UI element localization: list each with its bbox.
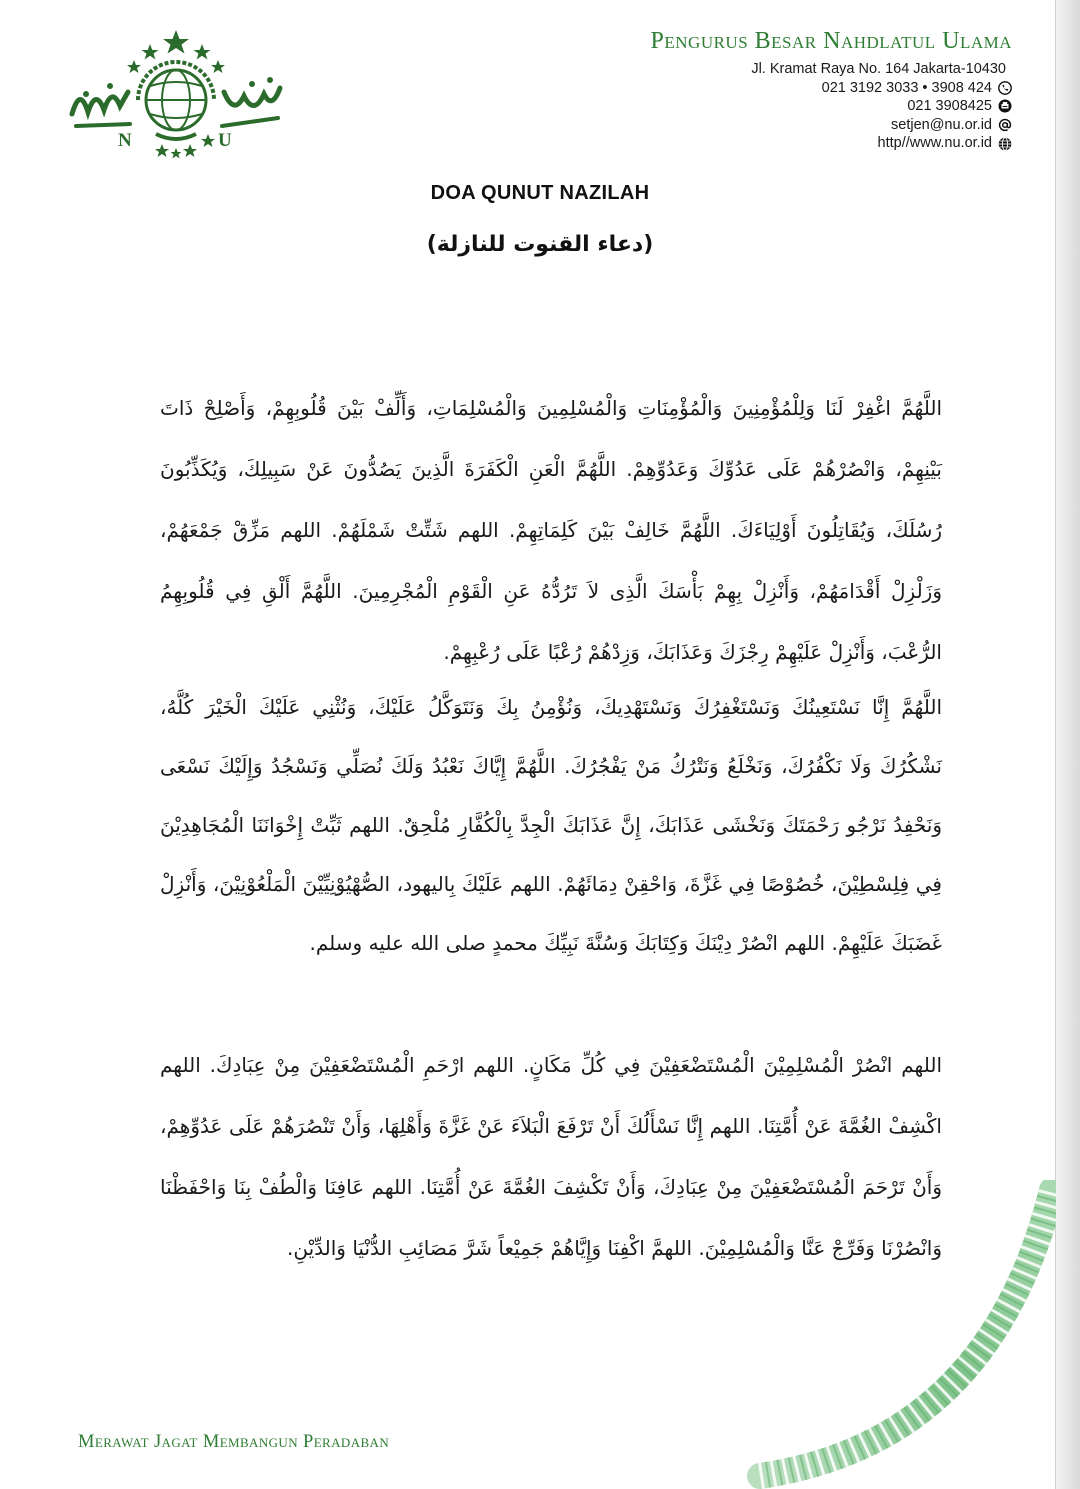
organization-name: Pengurus Besar Nahdlatul Ulama — [650, 28, 1012, 54]
address-text: Jl. Kramat Raya No. 164 Jakarta-10430 — [751, 61, 1006, 77]
footer-slogan: Merawat Jagat Membangun Peradaban — [78, 1432, 390, 1452]
document-title: DOA QUNUT NAZILAH — [430, 182, 650, 204]
prayer-paragraph-2: اللَّهُمَّ إِنَّا نَسْتَعِينُكَ وَنَسْتَغْفِرُكَ وَنَسْتَهْدِيكَ، وَنُؤْمِنُ بِكَ وَنَتَوَكَّلُ عَلَيْكَ، وَنُثْنِي عَلَيْكَ الْخَيْرَ كُلَّهُ، نَشْكُرُكَ وَلَا نَكْفُرُكَ، وَنَخْلَعُ وَنَتْرُكُ مَنْ يَفْجُرُكَ. اللَّهُمَّ إِيَّاكَ نَعْبُدُ وَلَكَ نُصَلِّي وَنَسْجُدُ وَإِلَيْكَ نَسْعَى وَنَحْفِدُ نَرْجُو رَحْمَتَكَ وَنَخْشَى عَذَابَكَ، إِنَّ عَذَابَكَ الْجِدَّ بِالْكُفَّارِ مُلْحِقٌ. اللهم ثَبِّتْ إِخْوَانَنَا الْمُجَاهِدِيْنَ فِي فِلِسْطِيْنَ، خُصُوْصًا فِي غَزَّةَ، وَاحْقِنْ دِمَائَهُمْ. اللهم عَلَيْكَ بِاليهود، الصُّهْيُوْنِيِّيْنَ الْمَلْعُوْنِيْنَ، وَأَنْزِلْ غَضَبَكَ عَلَيْهِمْ. اللهم انْصُرْ دِيْنَكَ وَكِتَابَكَ وَسُنَّةَ نَبِيِّكَ محمدٍ صلى الله عليه وسلم. — [160, 695, 942, 955]
nu-emblem-icon — [66, 26, 286, 166]
website-text[interactable]: http//www.nu.or.id — [877, 135, 992, 152]
website-line — [751, 134, 1012, 153]
contact-block — [751, 60, 1012, 153]
fax-line — [751, 97, 1012, 116]
document-subtitle-arabic: (دعاء القنوت للنازلة) — [426, 232, 654, 257]
at-icon — [998, 118, 1012, 132]
fax-icon — [998, 99, 1012, 113]
rope-ornament-icon — [740, 1180, 1056, 1489]
prayer-paragraph-1: اللَّهُمَّ اغْفِرْ لَنَا وَلِلْمُؤْمِنِينَ وَالْمُؤْمِنَاتِ وَالْمُسْلِمِينَ وَالْمُسْلِمَاتِ، وَأَلِّفْ بَيْنَ قُلُوبِهِمْ، وَأَصْلِحْ ذَاتَ بَيْنِهِمْ، وَانْصُرْهُمْ عَلَى عَدُوِّكَ وَعَدُوِّهِمْ. اللَّهُمَّ الْعَنِ الْكَفَرَةَ الَّذِينَ يَصُدُّونَ عَنْ سَبِيلِكَ، وَيُكَذِّبُونَ رُسُلَكَ، وَيُقَاتِلُونَ أَوْلِيَاءَكَ. اللَّهُمَّ خَالِفْ بَيْنَ كَلِمَاتِهِمْ. اللهم شَتِّتْ شَمْلَهُمْ. اللهم مَزِّقْ جَمْعَهُمْ، وَزَلْزِلْ أَقْدَامَهُمْ، وَأَنْزِلْ بِهِمْ بَأْسَكَ الَّذِى لاَ تَرُدُّهُ عَنِ الْقَوْمِ الْمُجْرِمِينَ. اللَّهُمَّ أَلْقِ فِي قُلُوبِهِمُ الرُّعْبَ، وَأَنْزِلْ عَلَيْهِمْ رِجْزَكَ وَعَذَابَكَ، وَزِدْهُمْ رُعْبًا عَلَى رُعْبِهِمْ. — [160, 396, 942, 664]
logo-letter-u: U — [218, 130, 232, 151]
logo-letter-n: N — [118, 130, 132, 151]
globe-icon — [998, 137, 1012, 151]
address-line — [751, 60, 1012, 79]
email-line — [751, 116, 1012, 135]
phone-icon — [998, 81, 1012, 95]
prayer-paragraph-3: اللهم انْصُرْ الْمُسْلِمِيْنَ الْمُسْتَضْعَفِيْنَ فِي كُلِّ مَكَانٍ. اللهم ارْحَمِ الْمُسْتَضْعَفِيْنَ مِنْ عِبَادِكَ. اللهم اكْشِفْ الغُمَّةَ عَنْ أُمَّتِنَا. اللهم إِنَّا نَسْأَلُكَ أَنْ تَرْفَعَ الْبَلاَءَ عَنْ غَزَّةَ وَأَهْلِهَا، وَأَنْ تَنْصُرَهُمْ عَلَى عَدُوِّهِمْ، وَأَنْ تَرْحَمَ الْمُسْتَضْعَفِيْنَ مِنْ عِبَادِكَ، وَأَنْ تَكْشِفَ الغُمَّةَ عَنْ أُمَّتِنَا. اللهم عَافِنَا وَالْطُفْ بِنَا وَاحْفَظْنَا وَانْصُرْنَا وَفَرِّجْ عَنَّا وَالْمُسْلِمِيْنَ. اللهمَّ اكْفِنَا وَإِيَّاهُمْ جَمِيْعاً شَرَّ مَصَائِبِ الدُّنْيَا وَالدِّيْنِ. — [160, 1053, 942, 1260]
phone-line — [751, 79, 1012, 98]
nu-logo — [66, 26, 286, 166]
page-edge — [1056, 0, 1080, 1489]
email-text[interactable]: setjen@nu.or.id — [891, 116, 992, 133]
decorative-rope — [740, 1180, 1056, 1489]
phone-text: 021 3192 3033 • 3908 424 — [821, 79, 992, 96]
fax-text: 021 3908425 — [907, 98, 992, 115]
